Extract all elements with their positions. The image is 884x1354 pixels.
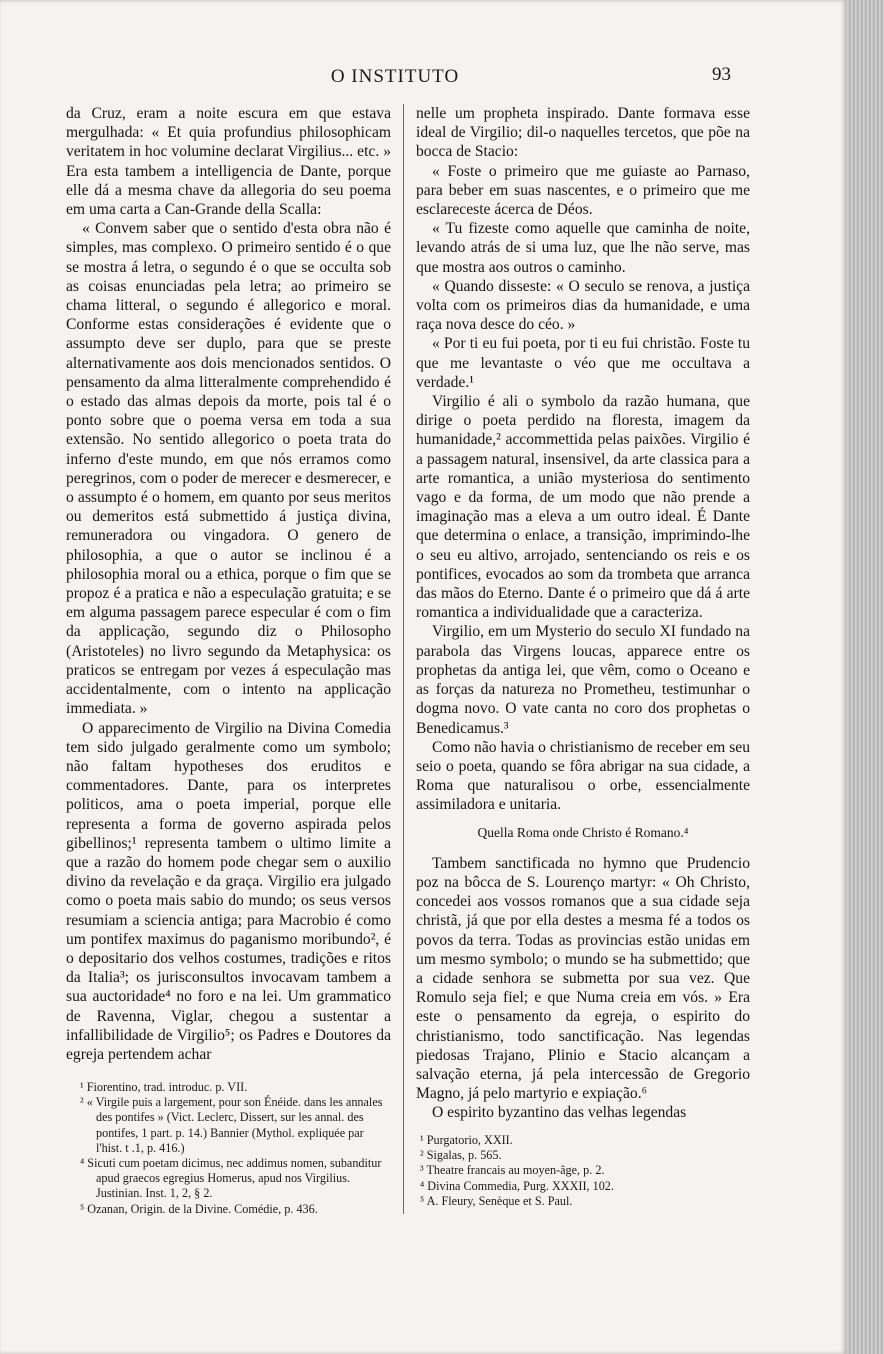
paragraph: da Cruz, eram a noite escura em que estava mergulhada: « Et quia profundius philosophicam veritatem in hoc volumine declarat Virgilius... etc. » Era esta tambem a intelligencia de Dante, porque elle dá a mesma chave da allegoria do seu poema em uma carta a Can-Grande della Scalla: bbox=[66, 105, 391, 219]
paragraph: Como não havia o christianismo de receber em seu seio o poeta, quando se fôra abrigar na sua cidade, a Roma que naturalisou o orbe, essencialmente assimiladora e unitaria. bbox=[416, 738, 750, 814]
page-number: 93 bbox=[712, 64, 731, 85]
right-text-column bbox=[416, 104, 750, 1123]
running-header-title: O INSTITUTO bbox=[330, 66, 460, 87]
footnote: ⁵ A. Fleury, Senèque et S. Paul. bbox=[420, 1193, 573, 1208]
book-spine-edge bbox=[846, 0, 884, 1354]
paragraph: « Quando disseste: « O seculo se renova, a justiça volta com os primeiros dias da humanidade, e uma raça nova desce do céo. » bbox=[416, 277, 750, 334]
paragraph: Virgilio é ali o symbolo da razão humana, que dirige o poeta perdido na floresta, imagem da humanidade,² accommettida pelas paixões. Virgilio é a passagem natural, insensivel, da arte classica para a arte romantica, a união mysteriosa do sentimento vago e da forma, de um modo que não prende a imaginação mas a eleva a um outro ideal. É Dante que determina o enlace, a transição, imprimindo-lhe o seu eu altivo, arrojado, sentenciando os reis e os pontifices, evocados ao som da trombeta que arranca das mãos do Eterno. Dante é o primeiro que dá á arte romantica a individualidade que a caracteriza. bbox=[416, 393, 750, 622]
paragraph: Tambem sanctificada no hymno que Prudencio poz na bôcca de S. Lourenço martyr: « Oh Christo, concedei aos vossos romanos que a sua cidade seja christã, já que por ella destes a mesma fé a todos os povos da terra. Todas as provincias estão unidas em um mesmo symbolo; o mundo se ha submettido; que a cidade senhora se submetta por sua vez. Que Romulo seja fiel; e que Numa creia em vós. » Era este o pensamento da egreja, o espirito do christianismo, todo sanctificação. Nas legendas piedosas Trajano, Plinio e Stacio alcançam a salvação eterna, já pela intercessão de Gregorio Magno, já pelo martyrio e expiação.⁶ bbox=[416, 854, 750, 1103]
paragraph: O espirito byzantino das velhas legendas bbox=[432, 1104, 687, 1122]
footnote: ⁵ Ozanan, Origin. de la Divine. Comédie, p. 436. bbox=[80, 1201, 318, 1216]
paragraph: « Tu fizeste como aquelle que caminha de noite, levando atrás de si uma luz, que lhe não serve, mas que mostra aos outros o caminho. bbox=[416, 220, 750, 276]
column-divider bbox=[403, 104, 404, 1214]
left-text-column bbox=[66, 104, 391, 1064]
right-footnotes bbox=[420, 1133, 740, 1209]
verse-quotation: Quella Roma onde Christo é Romano.⁴ bbox=[477, 824, 689, 840]
footnote: ¹ Purgatorio, XXII. bbox=[420, 1133, 513, 1147]
left-footnotes bbox=[80, 1080, 392, 1217]
paragraph: Virgilio, em um Mysterio do seculo XI fundado na parabola das Virgens loucas, apparece entre os prophetas da antiga lei, que vêm, como o Oceano e as forças da natureza no Prometheu, testimunhar o dogma novo. O vate canta no coro dos prophetas o Benedicamus.³ bbox=[416, 623, 750, 737]
footnote: ² Sigalas, p. 565. bbox=[420, 1148, 502, 1163]
footnote: ³ Theatre francais au moyen-âge, p. 2. bbox=[420, 1163, 605, 1178]
footnote: ⁴ Sicuti cum poetam dicimus, nec addimus nomen, subanditur apud graecos egregius Homerus, apud nos Virgilius. Justinian. Inst. 1, 2, § 2. bbox=[80, 1156, 382, 1201]
paragraph: O apparecimento de Virgilio na Divina Comedia tem sido julgado geralmente como um symbolo; não faltam hypotheses dos eruditos e commentadores. Dante, para os interpretes politicos, ama o poeta imperial, porque elle representa a forma de governo aspirada pelos gibellinos;¹ representa tambem o ultimo limite a que a razão do homem pode chegar sem o auxilio divino da revelação e da graça. Virgilio era julgado como o poeta mais sabio do mundo; os seus versos resumiam a sciencia antiga; para Macrobio é como um pontifex maximus do paganismo moribundo², é o depositario dos velhos costumes, tradições e ritos da Italia³; os jurisconsultos invocavam tambem a sua auctoridade⁴ no foro e na lei. Um grammatico de Ravenna, Viglar, chegou a sustentar a infallibilidade de Virgilio⁵; os Padres e Doutores da egreja pertendem achar bbox=[66, 719, 391, 1063]
footnote: ⁴ Divina Commedia, Purg. XXXII, 102. bbox=[420, 1178, 614, 1193]
footnote: ² « Virgile puis a largement, pour son Énéide. dans les annales des pontifes » (Vict. Leclerc, Dissert, sur les annal. des pontifes, 1 part. p. 14.) Bannier (Mythol. expliquée par l'hist. t .1, p. 416.) bbox=[80, 1095, 383, 1155]
footnote: ¹ Fiorentino, trad. introduc. p. VII. bbox=[80, 1080, 248, 1094]
paragraph: « Por ti eu fui poeta, por ti eu fui christão. Foste tu que me levantaste o véo que me occultava a verdade.¹ bbox=[416, 335, 750, 391]
paragraph: nelle um propheta inspirado. Dante formava esse ideal de Virgilio; dil-o naquelles tercetos, que põe na bocca de Stacio: bbox=[416, 105, 750, 161]
paragraph: « Convem saber que o sentido d'esta obra não é simples, mas complexo. O primeiro sentido é o que se mostra á letra, o segundo é o que se occulta sob as coisas enunciadas pela letra; ao primeiro se chama litteral, o segundo é allegorico e moral. Conforme estas considerações é evidente que o assumpto deve ser duplo, para que se preste alternativamente aos dois mencionados sentidos. O pensamento da alma litteralmente comprehendido é o estado das almas depois da morte, pois tal é o ponto sobre que o poema versa em toda a sua extensão. No sentido allegorico o poeta trata do inferno d'este mundo, em que nós erramos como peregrinos, com o poder de merecer e desmerecer, e o assumpto é o homem, em quanto por seus meritos ou demeritos está submettido á justiça divina, remuneradora ou vingadora. O genero de philosophia, a que o autor se inclinou é a philosophia moral ou a ethica, porque o fim que se propoz é a pratica e não a especulação gratuita; e se em alguma passagem parece especular é com o fim da applicação, segundo diz o Philosopho (Aristoteles) no livro segundo da Metaphysica: os praticos se entregam por vezes á especulação mas accidentalmente, com o intento na applicação immediata. » bbox=[66, 220, 391, 718]
paragraph: « Foste o primeiro que me guiaste ao Parnaso, para beber em suas nascentes, e o primeiro que me esclareceste ácerca de Déos. bbox=[416, 162, 750, 219]
